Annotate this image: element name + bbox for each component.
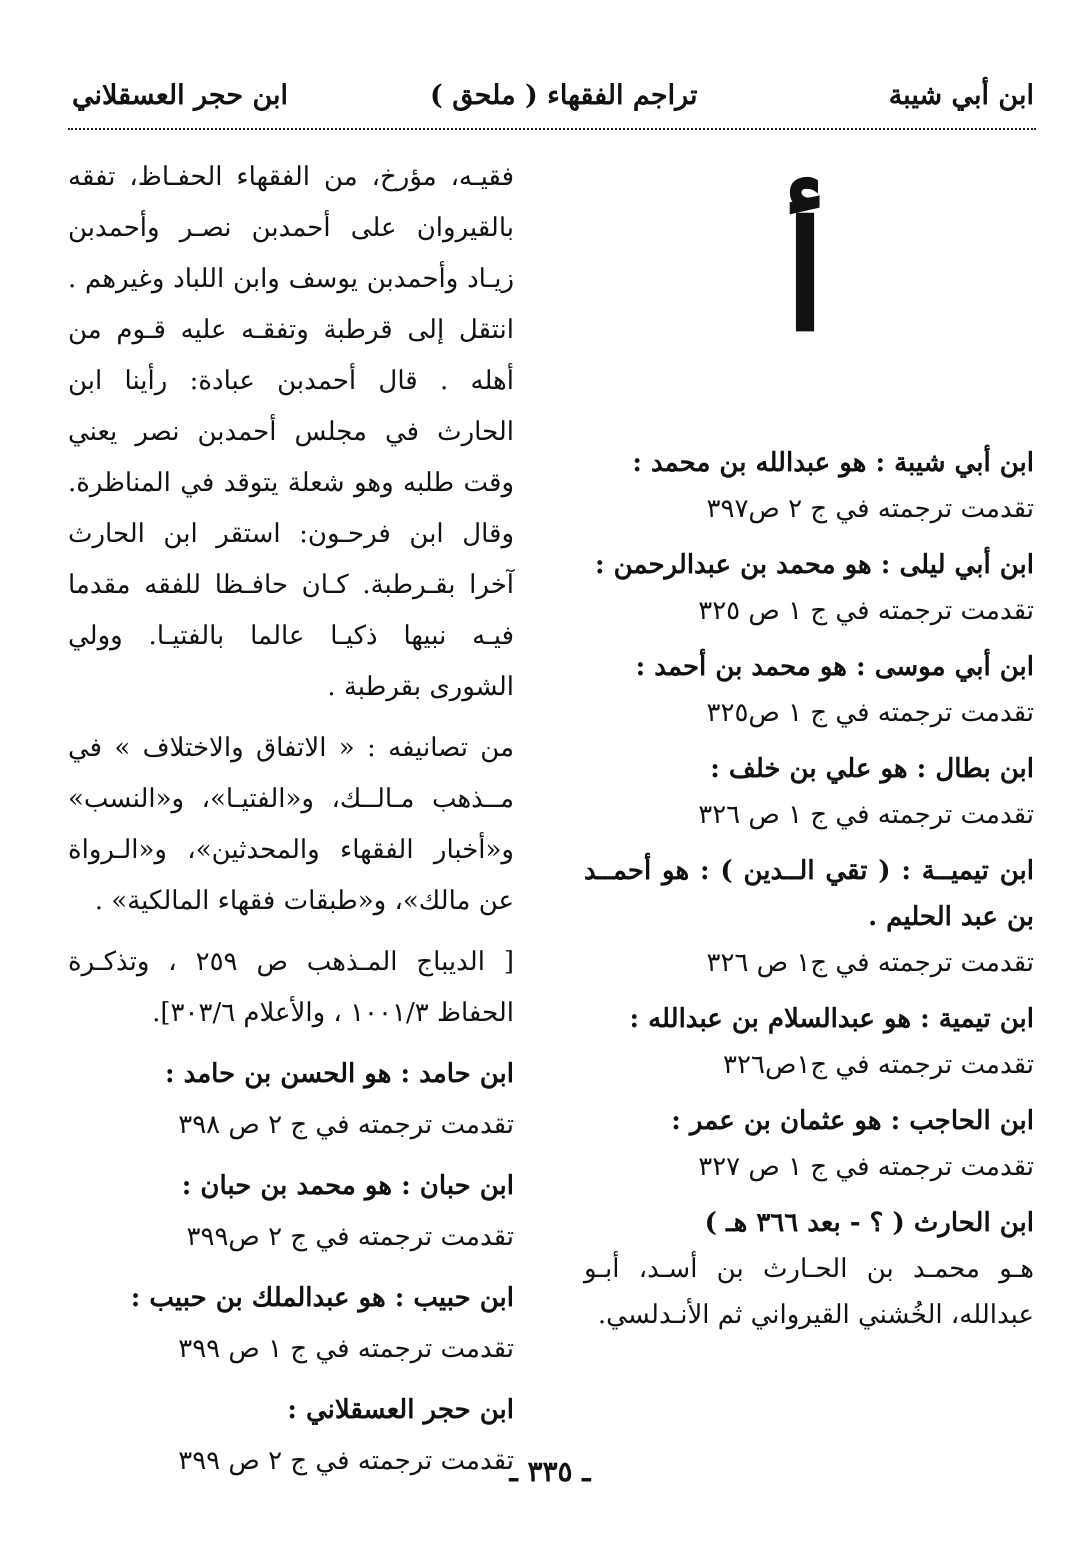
entry-name: ابن الحاجب : هو عثمان بن عمر : [671, 1106, 1034, 1136]
entry-reference: تقدمت ترجمته في ج ٢ ص٣٩٧ [706, 494, 1034, 524]
entry-name: ابن تيميــة : ( تقي الــدين ) : هو أحمــد بن عبد الحليم . [584, 856, 1034, 932]
right-column [584, 440, 1034, 1338]
entry-reference: تقدمت ترجمته في ج ٢ ص ٣٩٩ [178, 1446, 514, 1476]
entry-reference: تقدمت ترجمته في ج ١ ص ٣٢٧ [698, 1152, 1034, 1182]
biography-intro: هـو محمـد بن الحـارث بن أسـد، أبـو عبدالله، الخُشني القيرواني ثم الأنـدلسي. [584, 1254, 1034, 1330]
entry-name: ابن حامد : هو الحسن بن حامد : [164, 1059, 514, 1089]
left-column [68, 152, 514, 1497]
biography-title: ابن الحارث ( ؟ - بعد ٣٦٦ هـ ) [704, 1208, 1034, 1238]
biography-body: فقيـه، مؤرخ، من الفقهاء الحفـاظ، تفقه بالقيروان على أحمدبن نصـر وأحمدبن زيـاد وأحمدبن يوسف وابن اللباد وغيرهم . انتقل إلى قرطبة وتفقـه عليه قـوم من أهله . قال أحمدبن عبادة: رأينا ابن الحارث في مجلس أحمدبن نصر يعني وقت طلبه وهو شعلة يتوقد في المناظرة. وقال ابن فرحـون: استقر ابن الحارث آخرا بقـرطبة. كـان حافـظا للفقه مقدما فيـه نبيها ذكيـا عالما بالفتيـا. وولي الشورى بقرطبة . [68, 162, 514, 702]
entry-reference: تقدمت ترجمته في ج١ ص ٣٢٦ [706, 948, 1034, 978]
entry-name: ابن بطال : هو علي بن خلف : [710, 754, 1034, 784]
entry-reference: تقدمت ترجمته في ج ٢ ص٣٩٩ [186, 1222, 514, 1252]
entry-name: ابن أبي موسى : هو محمد بن أحمد : [635, 652, 1034, 682]
page-number: ـ ٣٣٥ ـ [509, 1455, 591, 1488]
entry-name: ابن حجر العسقلاني : [287, 1395, 514, 1425]
entry-name: ابن حبان : هو محمد بن حبان : [181, 1171, 514, 1201]
entry-reference: تقدمت ترجمته في ج١ص٣٢٦ [723, 1050, 1034, 1080]
entry [68, 1385, 514, 1487]
entry [584, 644, 1034, 736]
entry-name: ابن أبي ليلى : هو محمد بن عبدالرحمن : [595, 550, 1034, 580]
running-header-left: ابن حجر العسقلاني [72, 80, 289, 111]
biography-sources: [ الديباج المـذهب ص ٢٥٩ ، وتذكـرة الحفاظ ١٠٠١/٣ ، والأعلام ٣٠٣/٦]. [68, 947, 515, 1028]
entry [68, 1161, 514, 1263]
entry [584, 440, 1034, 532]
biography-works: من تصانيفه : « الاتفاق والاختلاف » في مــذهب مـالــك، و«الفتيـا»، و«النسب» و«أخبار الفقهاء والمحدثين»، و«الـرواة عن مالك»، و«طبقات فقهاء المالكية» . [68, 733, 514, 916]
entry-reference: تقدمت ترجمته في ج ١ ص ٣٩٩ [178, 1334, 514, 1364]
running-header-right: ابن أبي شيبة [888, 80, 1034, 111]
entry [584, 848, 1034, 986]
entry-name: ابن أبي شيبة : هو عبدالله بن محمد : [632, 448, 1034, 478]
entry-reference: تقدمت ترجمته في ج ١ ص٣٢٥ [706, 698, 1034, 728]
header-divider [68, 128, 1036, 130]
entry-reference: تقدمت ترجمته في ج ١ ص ٣٢٥ [698, 596, 1034, 626]
entry [584, 1098, 1034, 1190]
entry-name: ابن حبيب : هو عبدالملك بن حبيب : [130, 1283, 514, 1313]
entry-reference: تقدمت ترجمته في ج ١ ص ٣٢٦ [698, 800, 1034, 830]
entry-name: ابن تيمية : هو عبدالسلام بن عبدالله : [629, 1004, 1034, 1034]
entry [584, 542, 1034, 634]
entry [584, 746, 1034, 838]
entry [584, 996, 1034, 1088]
section-letter: أ [784, 189, 826, 365]
entry [68, 1273, 514, 1375]
entry [68, 1049, 514, 1151]
running-header-center: ( ملحق ) تراجم الفقهاء [430, 80, 698, 111]
entry-reference: تقدمت ترجمته في ج ٢ ص ٣٩٨ [178, 1110, 514, 1140]
